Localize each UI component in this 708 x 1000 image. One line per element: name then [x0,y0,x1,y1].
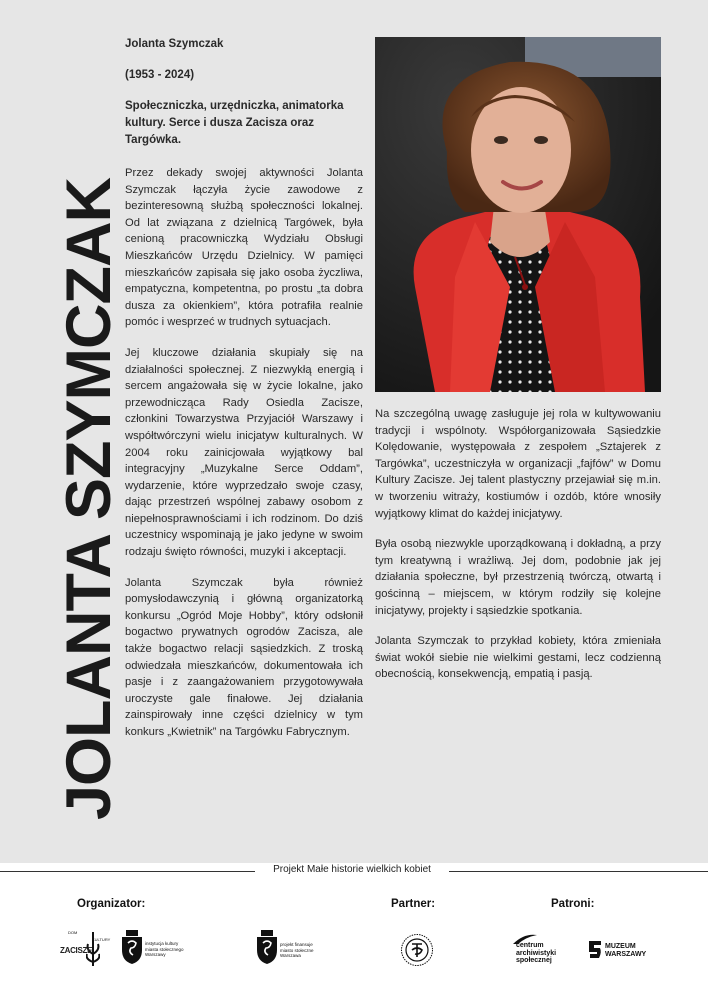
paragraph: Była osobą niezwykle uporządkowaną i dokładną, a przy tym kreatywną i wrażliwą. Jej dom, podobnie jak jej działania społeczne, był przestrzenią twórczą, otwartą i gościnną – miejscem, w którym rodziły się kolejne inicjatywy, projekty i sąsiedzkie spotkania. [375,538,661,617]
right-text-column [375,406,661,697]
dom-kultury-zacisze-logo [60,930,112,970]
patrons-label: Patroni: [551,898,595,910]
warsaw-institution-logo [121,930,193,966]
paragraph: Jej kluczowe działania skupiały się na działalności społecznej. Z niezwykłą energią i sercem angażowała się w życie lokalne, jako przewodnicząca Rady Osiedla Zacisze, członkini Towarzystwa Przyjaciół Warszawy i współtwórczyni wielu inicjatyw kulturalnych. W 2004 roku zainicjowała wyjątkowy bal integracyjny „Muzykalne Serce Oddam”, wydarzenie, które wyprzedzało swoje czasy, dając przestrzeń wspólnej zabawy osobom z niepełnosprawnościami i ich rodzinom. Do dziś uczestnicy wspominają je jako jedyne w swoim rodzaju święto równości, muzyki i akceptacji. [125,346,363,559]
tpw-seal-icon [400,933,434,967]
zacisze-right-text: KULTURY [92,937,111,942]
towarzystwo-przyjaciol-warszawy-logo [400,933,434,967]
paragraph: Przez dekady swojej aktywności Jolanta Szymczak łączyła życie zawodowe z bezinteresowną służbą społeczności lokalnej. Od lat związana z dzielnicą Targówek, była cenioną pracowniczką Wydziału Obsługi Mieszkańców Urzędu Dzielnicy. W pamięci mieszkańców zapisała się jako osoba życzliwa, empatyczna, kompetentna, po prostu „ta dobra dusza za okienkiem”, która potrafiła realnie pomóc i wesprzeć w trudnych sytuacjach. [125,167,363,329]
muzeum-warszawy-logo [588,940,660,964]
person-name: Jolanta Szymczak [125,38,224,50]
funding-text: projekt finansuje miasto stołeczne Warszawa [280,942,314,958]
portrait-photo [375,37,661,392]
zacisze-top-text: DOM [68,930,78,935]
warsaw-funding-logo [256,930,318,966]
paragraph: Jolanta Szymczak to przykład kobiety, która zmieniała świat wokół siebie nie wielkimi gestami, lecz codzienną obecnością, konsekwencją, empatią i pasją. [375,635,661,681]
person-years: (1953 - 2024) [125,69,195,81]
lead-text: Społeczniczka, urzędniczka, animatorka kultury. Serce i dusza Zacisza oraz Targówka. [125,100,344,146]
paragraph: Na szczególną uwagę zasługuje jej rola w kultywowaniu tradycji i wspólnoty. Współorganizowała Sąsiedzkie Kolędowanie, występowała z zespołem „Sztajerek z Targówka”, uczestniczyła w organizacji „fajfów” w Domu Kultury Zacisze. Jej talent plastyczny przejawiał się m.in. w tworzeniu witraży, kostiumów i ozdób, które wnosiły wyjątkowy klimat do każdej inicjatywy. [375,408,661,520]
caw-text: centrum archiwistyki społecznej [516,942,557,964]
zacisze-main-text: ZACISZE [60,946,93,955]
paragraph: Jolanta Szymczak była również pomysłodawczynią i główną organizatorką konkursu „Ogród Moje Hobby”, który odsłonił bogactwo prywatnych ogrodów Zacisza, ale także bogactwo relacji sąsiedzkich. Z troską odwiedzała mieszkańców, dokumentowała ich pasje i z zaangażowaniem przygotowywała uroczyste gale finałowe. Jej działania zainspirowały inne części dzielnicy w tym konkurs „Kwietnik” na Targówku Fabrycznym. [125,576,363,738]
museum-mark-icon [588,940,602,960]
centrum-archiwistyki-logo [510,933,580,969]
warsaw-crest-icon [256,930,278,964]
divider [0,871,255,872]
museum-text: MUZEUM WARSZAWY [605,943,647,958]
project-label: Projekt Małe historie wielkich kobiet [273,864,431,875]
warsaw-crest-icon [121,930,143,964]
left-text-column [125,36,363,755]
vertical-name-title: JOLANTA SZYMCZAK [54,178,124,820]
organizer-label: Organizator: [77,898,146,910]
divider [449,871,708,872]
partner-label: Partner: [391,898,436,910]
institution-text: instytucja kultury miasta stołecznego Warszawy [145,941,184,957]
